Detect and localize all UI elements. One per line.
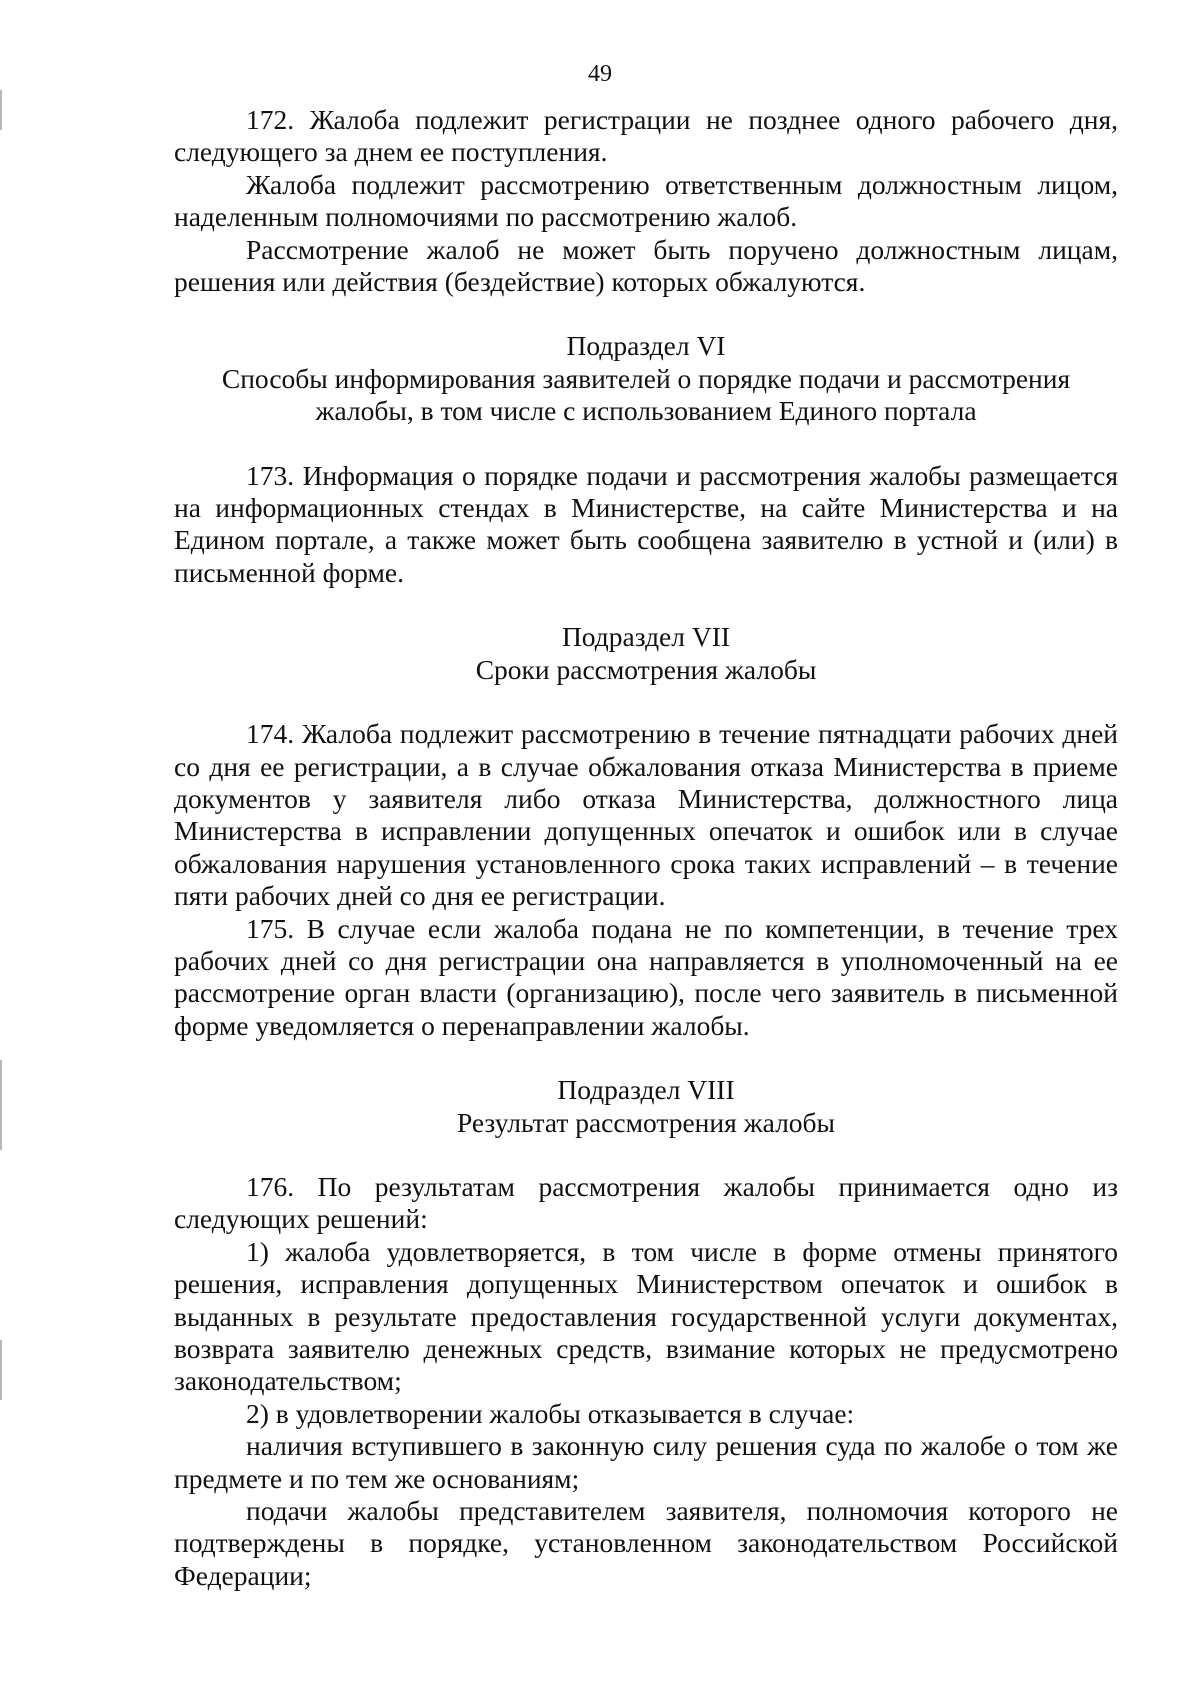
paragraph-174: 174. Жалоба подлежит рассмотрению в течение пятнадцати рабочих дней со дня ее регистрации, а в случае обжалования отказа Министерства в приеме документов у заявителя либо отказа Министерства, должностного лица Министерства в исправлении допущенных опечаток и ошибок или в случае обжалования нарушения установленного срока таких исправлений – в течение пяти рабочих дней со дня ее регистрации.: [174, 718, 1118, 912]
subsection-subtitle: Результат рассмотрения жалобы: [456, 1106, 836, 1138]
subsection-subtitle: Способы информирования заявителей о порядке подачи и рассмотрения жалобы, в том числе с использованием Единого портала: [221, 362, 1071, 427]
scan-edge-mark-middle: [0, 1060, 2, 1150]
list-item-1: 1) жалоба удовлетворяется, в том числе в форме отмены принятого решения, исправления допущенных Министерством опечаток и ошибок в выданных в результате предоставления государственной услуги документах, возврата заявителю денежных средств, взимание которых не предусмотрено законодательством;: [174, 1235, 1118, 1397]
scan-edge-mark-top: [0, 90, 2, 130]
subsection-subtitle: Сроки рассмотрения жалобы: [475, 653, 817, 685]
subsection-heading-vi: [174, 330, 1118, 427]
paragraph-176: 176. По результатам рассмотрения жалобы принимается одно из следующих решений:: [174, 1170, 1118, 1235]
paragraph-172: 172. Жалоба подлежит регистрации не позднее одного рабочего дня, следующего за днем ее поступления.: [174, 104, 1118, 168]
subsection-title: Подраздел VII: [561, 621, 731, 653]
subsection-heading-viii: [174, 1074, 1118, 1139]
paragraph-complaint-review: Жалоба подлежит рассмотрению ответственным должностным лицом, наделенным полномочиями по рассмотрению жалоб.: [174, 168, 1118, 233]
page-number: 49: [588, 61, 612, 87]
subsection-title: Подраздел VI: [566, 330, 726, 362]
subsection-title: Подраздел VIII: [557, 1074, 735, 1106]
paragraph-175: 175. В случае если жалоба подана не по компетенции, в течение трех рабочих дней со дня регистрации она направляется в уполномоченный на ее рассмотрение орган власти (организацию), после чего заявитель в письменной форме уведомляется о перенаправлении жалобы.: [174, 912, 1118, 1041]
paragraph-173: 173. Информация о порядке подачи и рассмотрения жалобы размещается на информационных стендах в Министерстве, на сайте Министерства и на Едином портале, а также может быть сообщена заявителю в устной и (или) в письменной форме.: [174, 459, 1118, 588]
refusal-condition-court-decision: наличия вступившего в законную силу решения суда по жалобе о том же предмете и по тем же основаниям;: [174, 1430, 1118, 1494]
document-body: [174, 104, 1118, 1592]
subsection-heading-vii: [174, 621, 1118, 686]
scan-edge-mark-bottom: [0, 1340, 2, 1400]
refusal-condition-representative: подачи жалобы представителем заявителя, полномочия которого не подтверждены в порядке, установленном законодательством Российской Федерации;: [174, 1495, 1118, 1591]
paragraph-review-restriction: Рассмотрение жалоб не может быть поручено должностным лицам, решения или действия (бездействие) которых обжалуются.: [174, 233, 1118, 298]
list-item-2: 2) в удовлетворении жалобы отказывается в случае:: [246, 1397, 855, 1429]
